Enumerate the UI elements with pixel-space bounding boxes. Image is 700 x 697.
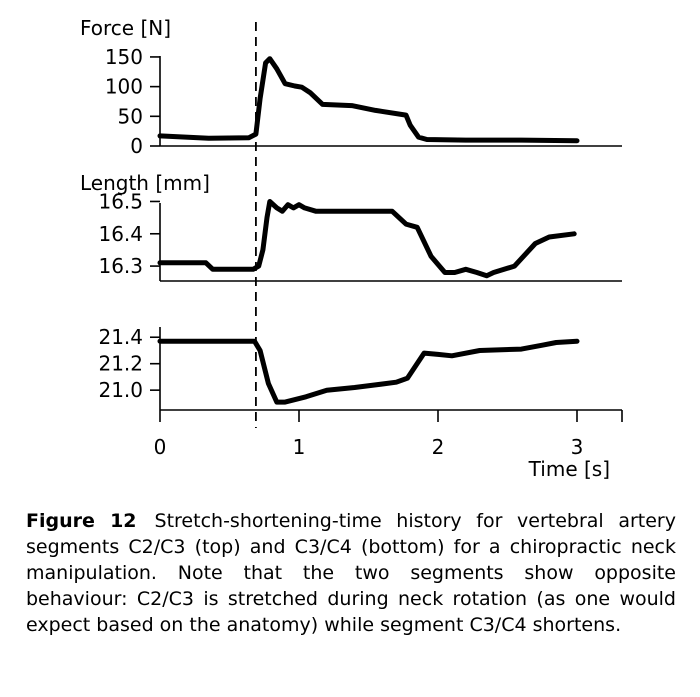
y-axis-title: Force [N] — [80, 16, 172, 40]
y-tick-label: 150 — [104, 44, 143, 69]
y-tick-label: 0 — [130, 134, 143, 158]
x-axis-title: Time [s] — [528, 457, 610, 481]
time-axis — [154, 410, 622, 481]
bottom-length-panel — [98, 325, 622, 410]
y-axis-title: Length [mm] — [80, 171, 210, 195]
y-tick-label: 16.5 — [98, 189, 143, 214]
caption-label: Figure 12 — [26, 510, 137, 532]
length-panel — [80, 171, 622, 281]
series-line — [160, 341, 577, 402]
caption-text: Stretch-shortening-time history for vertebral artery segments C2/C3 (top) and C3/C4 (bottom) for a chiropractic neck manipulation. Note that the two segments show opposite behaviour: C2/C3 is stretched during neck rotation (as one would expect based on the anatomy) while segment C3/C4 shortens. — [26, 510, 676, 636]
series-line — [160, 202, 574, 276]
y-tick-label: 50 — [117, 104, 143, 129]
x-tick-label: 0 — [153, 435, 167, 459]
x-tick-label: 1 — [292, 435, 306, 459]
y-tick-label: 16.4 — [98, 221, 143, 246]
force-panel — [80, 16, 622, 158]
y-tick-label: 21.4 — [98, 325, 143, 350]
y-tick-label: 21.0 — [98, 378, 143, 403]
figure-caption — [26, 508, 676, 638]
y-tick-label: 100 — [104, 74, 143, 99]
y-tick-label: 21.2 — [98, 351, 143, 376]
x-tick-label: 3 — [570, 435, 584, 459]
series-line — [160, 59, 577, 141]
x-tick-label: 2 — [431, 435, 445, 459]
y-tick-label: 16.3 — [98, 254, 143, 279]
